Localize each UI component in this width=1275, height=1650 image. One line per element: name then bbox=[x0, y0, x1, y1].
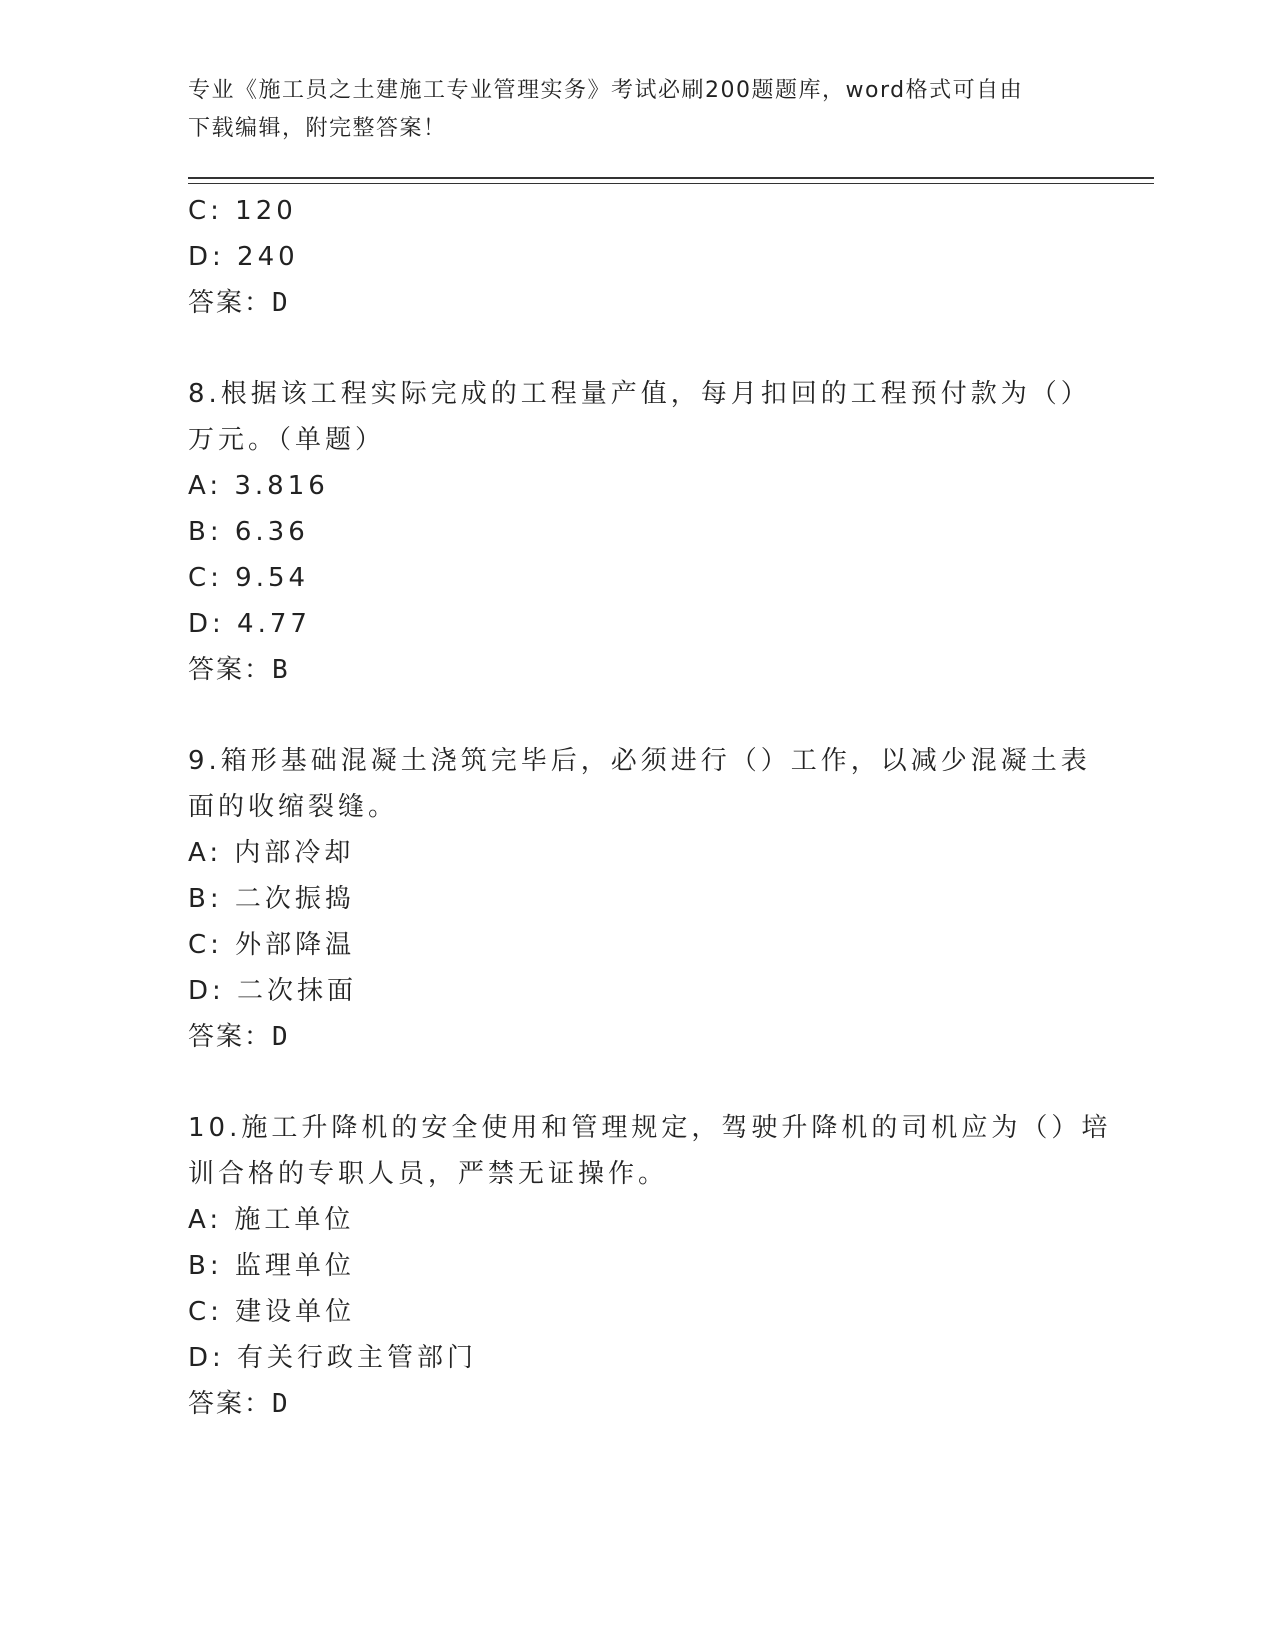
question-text-line-2: 面的收缩裂缝。 bbox=[188, 792, 399, 822]
question-7-continuation bbox=[188, 188, 1088, 326]
question-text-line-1: 8.根据该工程实际完成的工程量产值，每月扣回的工程预付款为（） bbox=[188, 379, 1091, 409]
option-b: B: 二次振捣 bbox=[188, 884, 355, 914]
option-b: B: 监理单位 bbox=[188, 1251, 355, 1281]
document-header bbox=[188, 72, 1088, 148]
option-c: C: 外部降温 bbox=[188, 930, 356, 960]
question-9 bbox=[188, 738, 1091, 1060]
answer-line: 答案：D bbox=[188, 1022, 290, 1052]
question-list bbox=[188, 188, 1112, 1427]
option-a: A: 施工单位 bbox=[188, 1205, 355, 1235]
option-d: D: 4.77 bbox=[188, 609, 311, 639]
spacer bbox=[188, 326, 1088, 371]
header-divider-thin bbox=[188, 183, 1154, 184]
option-a: A: 3.816 bbox=[188, 471, 329, 501]
answer-line: 答案：B bbox=[188, 655, 290, 685]
spacer bbox=[188, 1060, 1088, 1105]
option-d: D: 二次抹面 bbox=[188, 976, 358, 1006]
spacer bbox=[188, 693, 1088, 738]
option-d: D: 240 bbox=[188, 242, 299, 272]
question-text-line-2: 训合格的专职人员，严禁无证操作。 bbox=[188, 1159, 669, 1189]
option-c: C: 120 bbox=[188, 196, 297, 226]
option-d: D: 有关行政主管部门 bbox=[188, 1343, 478, 1373]
answer-line: 答案：D bbox=[188, 1389, 290, 1419]
question-10 bbox=[188, 1105, 1112, 1427]
header-divider-thick bbox=[188, 177, 1154, 179]
header-line-2: 下载编辑，附完整答案！ bbox=[188, 116, 447, 141]
option-a: A: 内部冷却 bbox=[188, 838, 355, 868]
question-text-line-1: 9.箱形基础混凝土浇筑完毕后，必须进行（）工作，以减少混凝土表 bbox=[188, 746, 1091, 776]
question-text-line-1: 10.施工升降机的安全使用和管理规定，驾驶升降机的司机应为（）培 bbox=[188, 1113, 1112, 1143]
header-line-1: 专业《施工员之土建施工专业管理实务》考试必刷200题题库，word格式可自由 bbox=[188, 78, 1024, 103]
option-c: C: 9.54 bbox=[188, 563, 310, 593]
question-text-line-2: 万元。（单题） bbox=[188, 425, 386, 455]
option-b: B: 6.36 bbox=[188, 517, 309, 547]
option-c: C: 建设单位 bbox=[188, 1297, 356, 1327]
answer-line: 答案：D bbox=[188, 288, 290, 318]
question-8 bbox=[188, 371, 1091, 693]
